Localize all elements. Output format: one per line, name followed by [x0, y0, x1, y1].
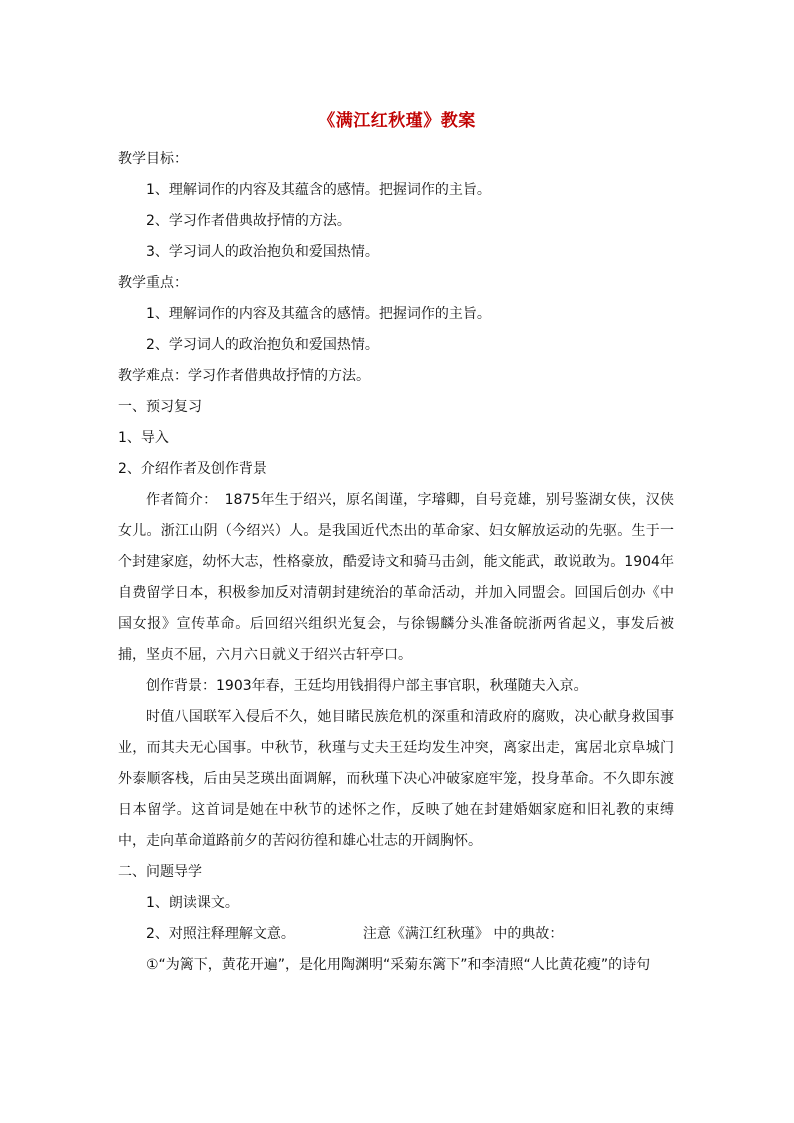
document-title: 《满江红秋瑾》教案	[318, 111, 476, 131]
section2-heading: 二、问题导学	[118, 864, 202, 880]
background-paragraph-1: 创作背景：1903年春，王廷均用钱捐得户部主事官职，秋瑾随夫入京。	[146, 678, 588, 694]
goal-item-2: 2、学习作者借典故抒情的方法。	[146, 213, 351, 229]
goal-item-1: 1、理解词作的内容及其蕴含的感情。把握词作的主旨。	[146, 182, 491, 198]
goal-item-3: 3、学习词人的政治抱负和爱国热情。	[146, 244, 379, 260]
goals-heading: 教学目标：	[118, 151, 188, 167]
section1-heading: 一、预习复习	[118, 399, 202, 415]
section2-item-2	[118, 919, 674, 950]
keypoint-item-2: 2、学习词人的政治抱负和爱国热情。	[146, 337, 379, 353]
section1-sub2: 2、介绍作者及创作背景	[118, 461, 267, 477]
allusion-paragraph: ①“为篱下，黄花开遍”，是化用陶渊明“采菊东篱下”和李清照“人比黄花瘦”的诗句	[146, 957, 651, 973]
difficulty-line: 教学难点：学习作者借典故抒情的方法。	[118, 368, 370, 384]
keypoints-heading: 教学重点：	[118, 275, 188, 291]
author-intro-paragraph: 作者简介： 1875年生于绍兴，原名闺谨，字璿卿，自号竞雄，别号鉴湖女侠，汉侠女儿。浙江山阴（今绍兴）人。是我国近代杰出的革命家、妇女解放运动的先驱。生于一个封建家庭，幼怀大志，性格豪放，酷爱诗文和骑马击剑，能文能武，敢说敢为。1904年自费留学日本，积极参加反对清朝封建统治的革命活动，并加入同盟会。回国后创办《中国女报》宣传革命。后回绍兴组织光复会，与徐锡麟分头准备皖浙两省起义，事发后被捕，坚贞不屈，六月六日就义于绍兴古轩亭口。	[118, 492, 674, 663]
section1-sub1: 1、导入	[118, 430, 169, 446]
section2-item-2-note: 注意《满江红秋瑾》 中的典故：	[362, 926, 564, 942]
section2-item-2-text: 2、对照注释理解文意。	[146, 926, 295, 942]
document-body	[118, 144, 674, 981]
keypoint-item-1: 1、理解词作的内容及其蕴含的感情。把握词作的主旨。	[146, 306, 491, 322]
section2-item-1: 1、朗读课文。	[146, 895, 239, 911]
background-paragraph-2: 时值八国联军入侵后不久，她目睹民族危机的深重和清政府的腐败，决心献身救国事业，而其夫无心国事。中秋节，秋瑾与丈夫王廷均发生冲突，离家出走，寓居北京阜城门外泰顺客栈，后由吴芝瑛出面调解，而秋瑾下决心冲破家庭牢笼，投身革命。不久即东渡日本留学。这首词是她在中秋节的述怀之作，反映了她在封建婚姻家庭和旧礼教的束缚中，走向革命道路前夕的苦闷彷徨和雄心壮志的开阔胸怀。	[118, 709, 674, 849]
